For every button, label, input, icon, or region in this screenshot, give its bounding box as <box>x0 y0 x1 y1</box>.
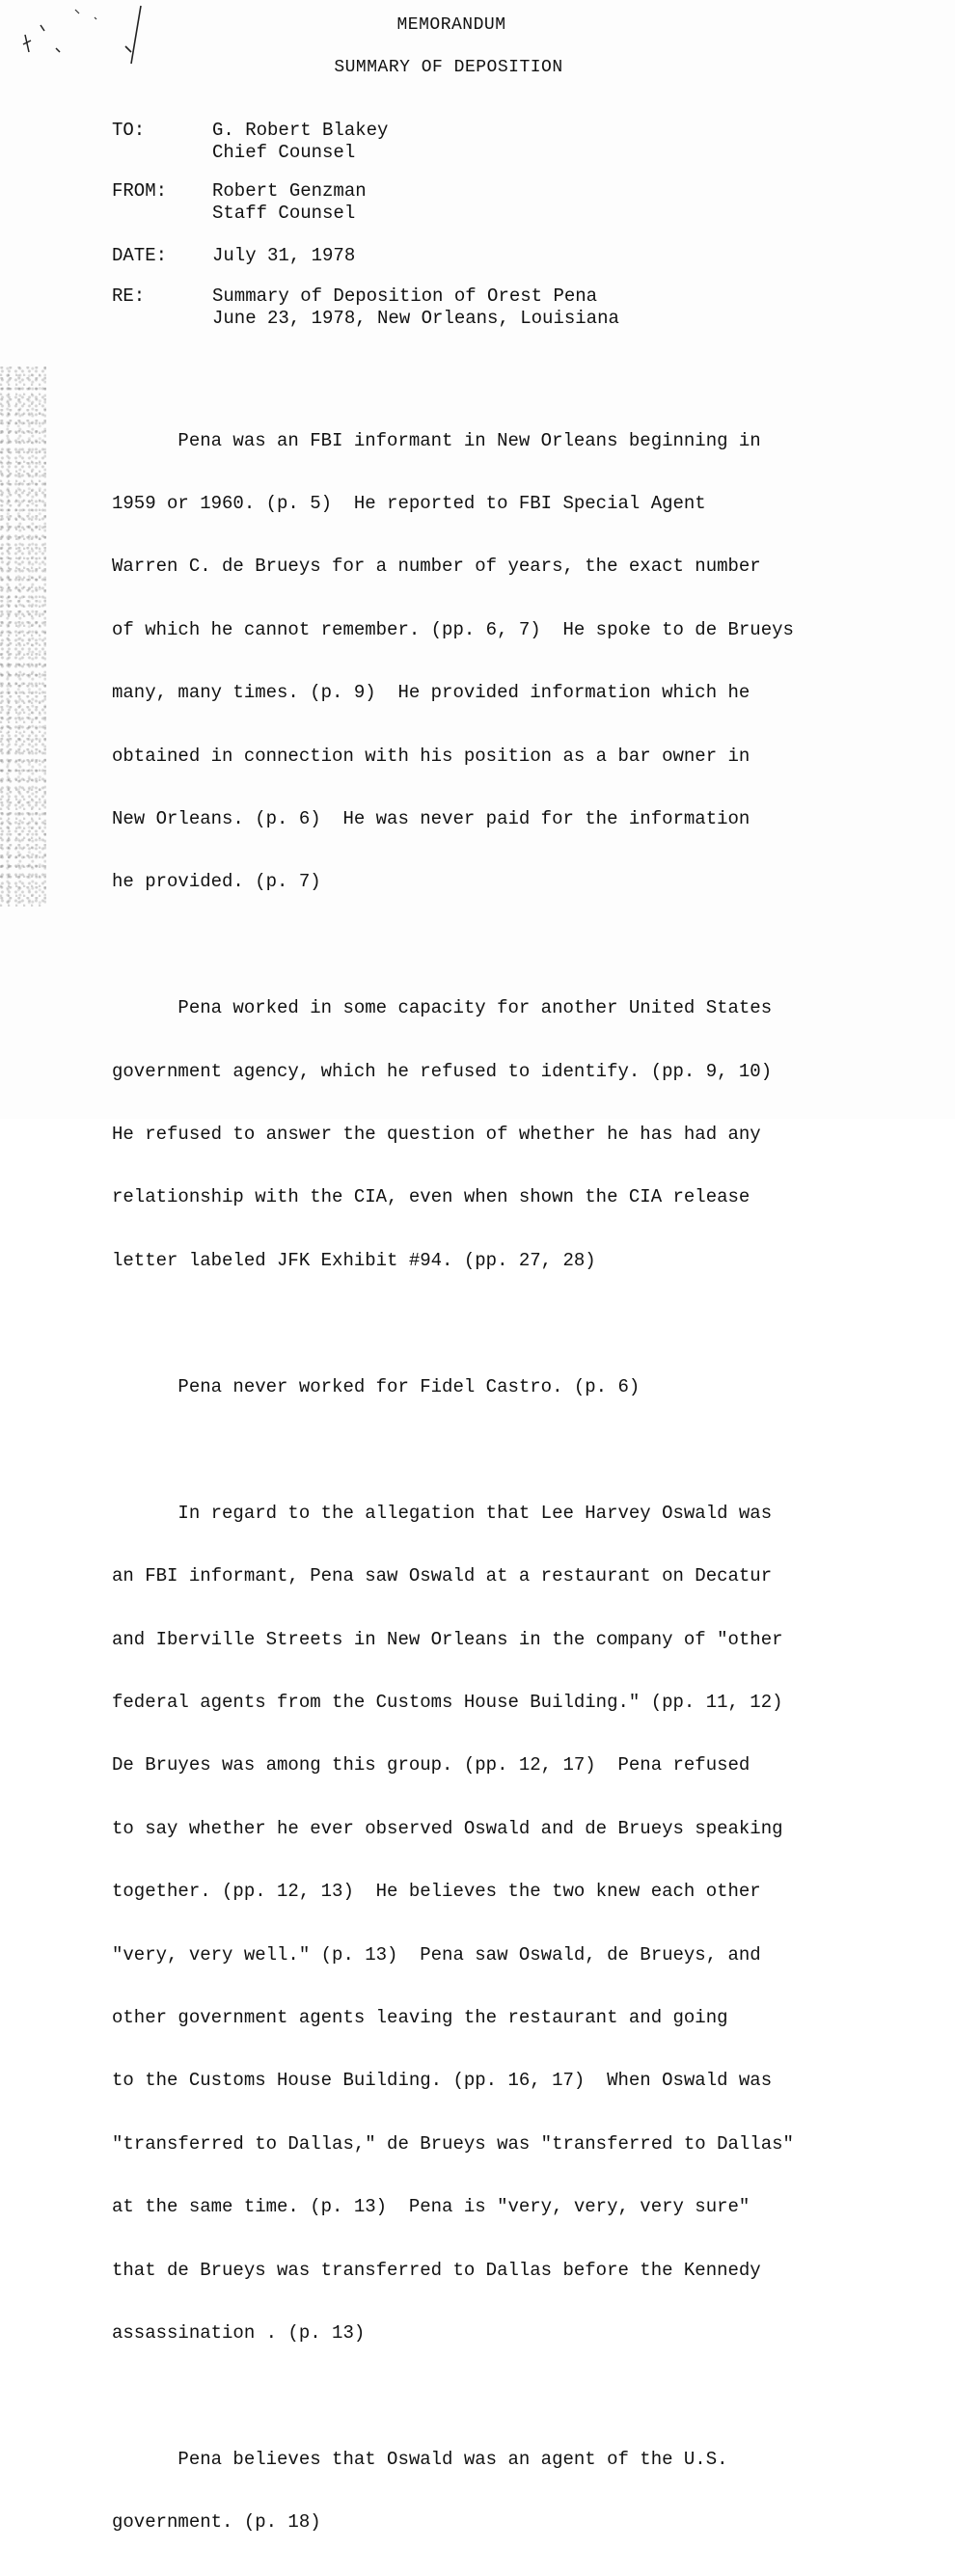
to-label: TO: <box>112 120 146 141</box>
paragraph-line: assassination . (p. 13) <box>112 2321 366 2344</box>
date-line-1: July 31, 1978 <box>212 245 356 266</box>
paragraph-line: New Orleans. (p. 6) He was never paid for the information <box>112 807 750 829</box>
from-line-2: Staff Counsel <box>212 203 356 224</box>
scan-speckle <box>0 366 46 907</box>
paragraph-line: obtained in connection with his position as a bar owner in <box>112 745 750 767</box>
paragraph-line: he provided. (p. 7) <box>112 871 321 893</box>
to-line-2: Chief Counsel <box>212 142 356 163</box>
paragraph-5 <box>112 2407 884 2575</box>
paragraph-line: government. (p. 18) <box>112 2511 321 2534</box>
from-label: FROM: <box>112 180 168 202</box>
date-label: DATE: <box>112 245 168 266</box>
paragraph-2 <box>112 957 884 1315</box>
paragraph-line: to the Customs House Building. (pp. 16, 17) When Oswald was <box>112 2070 773 2092</box>
re-value <box>212 285 619 330</box>
re-line-2: June 23, 1978, New Orleans, Louisiana <box>212 308 619 329</box>
paragraph-gap <box>112 2386 884 2407</box>
paragraph-line: at the same time. (p. 13) Pena is "very, very, very sure" <box>112 2196 750 2218</box>
memo-title: MEMORANDUM <box>396 15 506 35</box>
memo-body <box>112 389 884 2576</box>
date-value <box>212 245 355 267</box>
paragraph-line: federal agents from the Customs House Building." (pp. 11, 12) <box>112 1692 783 1714</box>
paragraph-line: Warren C. de Brueys for a number of years, the exact number <box>112 556 761 578</box>
paragraph-1 <box>112 389 884 935</box>
paragraph-3 <box>112 1335 884 1440</box>
paragraph-line: Pena was an FBI informant in New Orleans beginning in <box>112 429 761 451</box>
paragraph-line: and Iberville Streets in New Orleans in the company of "other <box>112 1628 783 1650</box>
paragraph-line: De Bruyes was among this group. (pp. 12, 17) Pena refused <box>112 1754 750 1776</box>
paragraph-line: "very, very well." (p. 13) Pena saw Oswald, de Brueys, and <box>112 1943 761 1966</box>
paragraph-line: that de Brueys was transferred to Dallas before the Kennedy <box>112 2259 761 2281</box>
paragraph-gap <box>112 1314 884 1335</box>
paragraph-line: Pena worked in some capacity for another United States <box>112 997 773 1019</box>
paragraph-line: many, many times. (p. 9) He provided information which he <box>112 682 750 704</box>
paragraph-line: "transferred to Dallas," de Brueys was "transferred to Dallas" <box>112 2132 794 2155</box>
paragraph-line: of which he cannot remember. (pp. 6, 7) He spoke to de Brueys <box>112 618 794 640</box>
paragraph-line: an FBI informant, Pena saw Oswald at a restaurant on Decatur <box>112 1565 773 1587</box>
paragraph-gap <box>112 935 884 957</box>
re-line-1: Summary of Deposition of Orest Pena <box>212 285 598 307</box>
paragraph-line: Pena never worked for Fidel Castro. (p. 6) <box>112 1375 641 1397</box>
paragraph-line: relationship with the CIA, even when shown the CIA release <box>112 1186 750 1208</box>
paragraph-line: letter labeled JFK Exhibit #94. (pp. 27, 28) <box>112 1249 596 1271</box>
to-line-1: G. Robert Blakey <box>212 120 389 141</box>
paragraph-line: other government agents leaving the restaurant and going <box>112 2006 728 2028</box>
paragraph-line: 1959 or 1960. (p. 5) He reported to FBI Special Agent <box>112 492 706 514</box>
paragraph-line: Pena believes that Oswald was an agent of the U.S. <box>112 2448 728 2470</box>
memo-subtitle: SUMMARY OF DEPOSITION <box>334 58 563 77</box>
from-line-1: Robert Genzman <box>212 180 367 202</box>
to-value <box>212 120 388 164</box>
paragraph-4 <box>112 1461 884 2386</box>
from-value <box>212 180 367 225</box>
paragraph-line: together. (pp. 12, 13) He believes the two knew each other <box>112 1881 761 1903</box>
paragraph-line: In regard to the allegation that Lee Harvey Oswald was <box>112 1502 773 1524</box>
paragraph-gap <box>112 1440 884 1461</box>
paragraph-line: to say whether he ever observed Oswald and de Brueys speaking <box>112 1817 783 1839</box>
re-label: RE: <box>112 285 146 307</box>
paragraph-line: government agency, which he refused to identify. (pp. 9, 10) <box>112 1060 773 1082</box>
paragraph-line: He refused to answer the question of whether he has had any <box>112 1124 761 1146</box>
